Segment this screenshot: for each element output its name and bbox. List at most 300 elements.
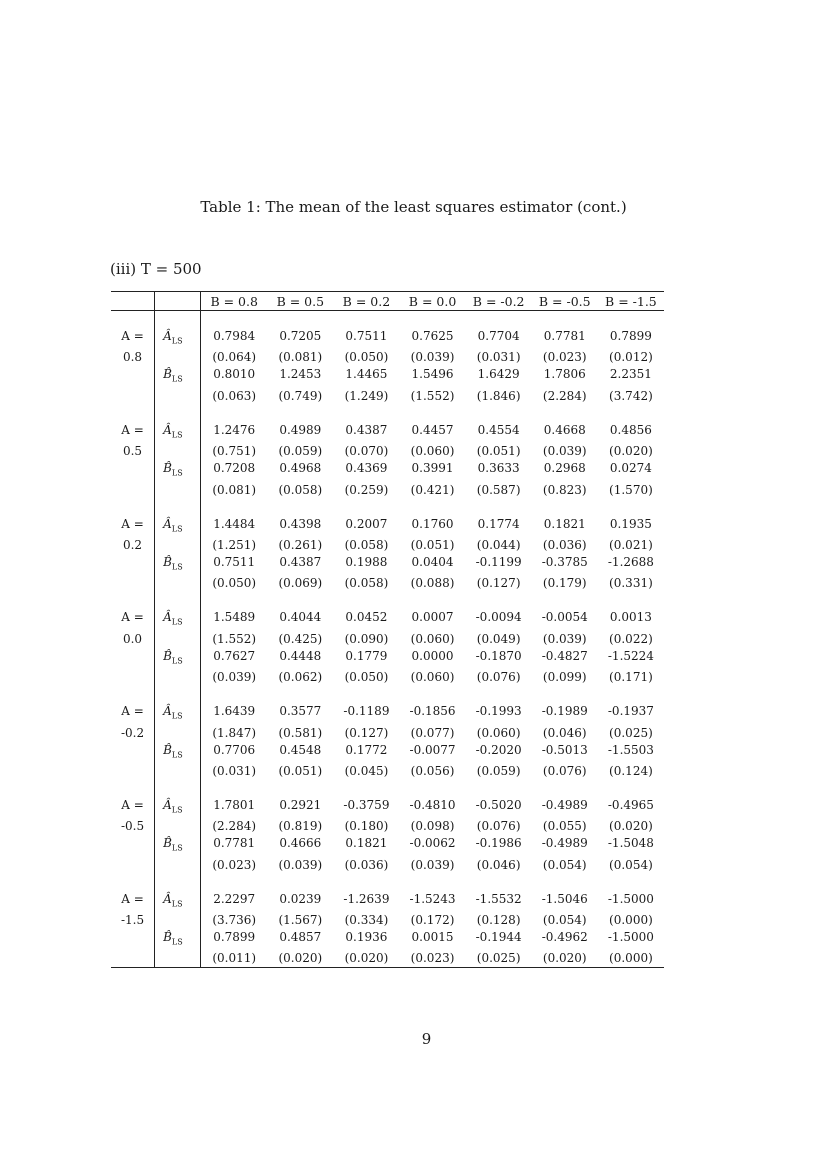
a-label-cell (111, 537, 155, 554)
spacer-cell (111, 780, 155, 797)
spacer-cell (532, 405, 598, 422)
value-cell: (0.059) (476, 763, 521, 778)
spacer-cell (598, 686, 664, 703)
value-cell: 0.4856 (609, 422, 652, 437)
value-cell: 1.2476 (213, 422, 256, 437)
value-cell: 0.7781 (213, 836, 256, 851)
value-cell: -0.1199 (475, 554, 522, 569)
spacer-cell (201, 499, 268, 516)
estimator-symbol: Â (163, 891, 172, 906)
spacer-cell (333, 499, 399, 516)
value-cell: -0.0077 (409, 742, 456, 757)
value-cell: 0.4668 (543, 422, 586, 437)
value-cell: (0.088) (410, 576, 455, 591)
spacer-cell (201, 686, 268, 703)
table-row (111, 516, 664, 537)
value-cell: (0.172) (410, 913, 455, 928)
spacer-cell (399, 592, 465, 609)
value-cell: (0.259) (344, 482, 389, 497)
value-cell: (0.180) (344, 819, 389, 834)
table-row (111, 422, 664, 443)
value-cell: (0.081) (278, 350, 323, 365)
value-cell: (0.039) (410, 857, 455, 872)
estimator-cell (155, 950, 201, 968)
value-cell: (1.570) (609, 482, 653, 497)
estimator-cell (155, 725, 201, 742)
spacer-cell (532, 780, 598, 797)
estimator-label (155, 742, 200, 763)
spacer-cell (111, 686, 155, 703)
a-label-cell (111, 797, 155, 818)
a-value: 0.0 (122, 631, 143, 646)
value-cell: -1.2639 (343, 891, 390, 906)
spacer-cell (155, 780, 201, 797)
spacer-cell (466, 686, 532, 703)
a-group (111, 311, 664, 405)
estimator-symbol: Â (163, 329, 172, 343)
value-cell: (0.020) (609, 819, 653, 834)
value-cell: 0.1772 (345, 742, 388, 757)
a-group (111, 874, 664, 968)
value-cell: (0.023) (542, 350, 587, 365)
table-row (111, 537, 664, 554)
a-label-cell (111, 460, 155, 481)
a-group (111, 499, 664, 593)
spacer-cell (399, 874, 465, 891)
value-cell: (0.331) (609, 576, 653, 591)
estimator-label (155, 328, 200, 349)
value-cell: -1.5224 (607, 648, 654, 663)
value-cell: (0.031) (212, 763, 257, 778)
estimator-symbol: Â (163, 797, 172, 812)
value-cell: 0.4989 (279, 422, 322, 437)
value-cell: 0.7706 (213, 742, 256, 757)
spacer-cell (333, 405, 399, 422)
value-cell: (0.039) (212, 670, 257, 685)
a-label-cell (111, 554, 155, 575)
spacer-cell (111, 311, 155, 329)
estimator-cell (155, 554, 201, 575)
spacer-cell (155, 499, 201, 516)
value-cell: -0.3785 (541, 554, 588, 569)
value-cell: (0.025) (466, 950, 532, 968)
value-cell: (0.587) (476, 482, 521, 497)
table-row (111, 631, 664, 648)
table-row (111, 349, 664, 366)
value-cell: 0.3991 (411, 461, 454, 476)
spacer-cell (267, 780, 333, 797)
value-cell: (0.171) (609, 670, 653, 685)
spacer-cell (267, 499, 333, 516)
spacer-cell (267, 686, 333, 703)
value-cell: 0.7205 (279, 329, 322, 343)
a-label-cell (111, 422, 155, 443)
value-cell: (0.036) (344, 857, 389, 872)
estimator-cell (155, 891, 201, 912)
table-row (111, 648, 664, 669)
value-cell: (0.050) (344, 350, 389, 365)
spacer-cell (399, 311, 465, 329)
value-cell: (0.751) (212, 444, 257, 459)
value-cell: 0.8010 (213, 367, 256, 382)
value-cell: 0.4044 (279, 610, 322, 625)
spacer-cell (267, 874, 333, 891)
value-cell: (1.567) (278, 913, 323, 928)
column-header: B = 0.5 (267, 292, 333, 311)
estimator-subscript: LS (171, 805, 183, 815)
value-cell: (0.060) (410, 631, 455, 646)
estimator-cell (155, 929, 201, 950)
a-label-cell (111, 388, 155, 405)
value-cell: 0.0000 (411, 648, 454, 663)
spacer-cell (598, 499, 664, 516)
spacer-row (111, 311, 664, 329)
estimator-label (155, 516, 200, 537)
value-cell: (1.249) (344, 388, 389, 403)
value-cell: 0.1774 (477, 516, 520, 531)
estimator-label (155, 929, 200, 950)
value-cell: (0.425) (278, 631, 323, 646)
value-cell: (0.046) (542, 725, 587, 740)
value-cell: (0.022) (609, 631, 653, 646)
a-label-cell (111, 631, 155, 648)
value-cell: 0.0013 (609, 610, 652, 625)
value-cell: -0.4989 (541, 836, 588, 851)
a-label-cell (111, 648, 155, 669)
value-cell: 0.7704 (477, 329, 520, 343)
value-cell: (0.081) (212, 482, 257, 497)
spacer-cell (267, 405, 333, 422)
value-cell: 1.6429 (477, 367, 520, 382)
estimator-subscript: LS (171, 899, 183, 909)
estimator-label (155, 835, 200, 856)
a-label-cell (111, 763, 155, 780)
value-cell: 0.0404 (411, 554, 454, 569)
value-cell: 0.7984 (213, 329, 256, 343)
value-cell: (0.054) (542, 913, 587, 928)
estimator-cell (155, 443, 201, 460)
spacer-cell (466, 874, 532, 891)
a-label-cell (111, 912, 155, 929)
value-cell: 0.4554 (477, 422, 520, 437)
estimator-cell (155, 460, 201, 481)
estimator-subscript: LS (171, 430, 183, 440)
estimator-subscript: LS (171, 711, 183, 721)
value-cell: (0.054) (609, 857, 653, 872)
value-cell: (0.090) (344, 631, 389, 646)
value-cell: 1.7801 (213, 797, 256, 812)
value-cell: -0.1944 (475, 930, 522, 945)
value-cell: 0.7511 (213, 554, 256, 569)
column-header: B = -0.2 (466, 292, 532, 311)
value-cell: 1.4465 (345, 367, 388, 382)
a-label: A = (121, 891, 144, 906)
value-cell: 1.7806 (543, 367, 586, 382)
value-cell: (1.552) (212, 631, 257, 646)
value-cell: (0.011) (201, 950, 268, 968)
estimator-cell (155, 797, 201, 818)
value-cell: (0.054) (542, 857, 587, 872)
table-row (111, 912, 664, 929)
spacer-row (111, 686, 664, 703)
table-row (111, 575, 664, 592)
spacer-cell (399, 405, 465, 422)
value-cell: 0.7208 (213, 461, 256, 476)
value-cell: -0.3759 (343, 797, 390, 812)
table-row (111, 554, 664, 575)
spacer-cell (155, 874, 201, 891)
value-cell: 0.4387 (345, 422, 388, 437)
value-cell: -1.5532 (475, 891, 522, 906)
a-label: A = (121, 797, 144, 812)
value-cell: 0.1988 (345, 554, 388, 569)
value-cell: (0.000) (598, 950, 664, 968)
value-cell: 1.5496 (411, 367, 454, 382)
value-cell: -0.1856 (409, 704, 456, 719)
value-cell: -0.1986 (475, 836, 522, 851)
value-cell: (0.581) (278, 725, 323, 740)
a-group (111, 592, 664, 686)
a-value: 0.5 (122, 444, 143, 459)
value-cell: (0.020) (333, 950, 399, 968)
value-cell: -0.0062 (409, 836, 456, 851)
spacer-cell (532, 874, 598, 891)
value-cell: (1.251) (212, 537, 257, 552)
a-label: A = (121, 329, 144, 343)
estimator-label (155, 554, 200, 575)
estimator-cell (155, 763, 201, 780)
value-cell: 2.2351 (609, 367, 652, 382)
value-cell: 2.2297 (213, 891, 256, 906)
table-row (111, 669, 664, 686)
value-cell: 0.2921 (279, 797, 322, 812)
spacer-cell (155, 686, 201, 703)
value-cell: (0.025) (609, 725, 653, 740)
value-cell: 0.4369 (345, 461, 388, 476)
value-cell: 0.7625 (411, 329, 454, 343)
spacer-cell (333, 592, 399, 609)
value-cell: (0.012) (609, 350, 653, 365)
a-label-cell (111, 742, 155, 763)
value-cell: (1.847) (212, 725, 257, 740)
results-table (111, 291, 664, 968)
estimator-cell (155, 631, 201, 648)
value-cell: 0.1935 (609, 516, 652, 531)
value-cell: -0.5020 (475, 797, 522, 812)
spacer-cell (201, 780, 268, 797)
value-cell: (0.039) (410, 350, 455, 365)
value-cell: (0.127) (476, 576, 521, 591)
estimator-cell (155, 742, 201, 763)
value-cell: 0.3577 (279, 704, 322, 719)
value-cell: (0.099) (542, 670, 587, 685)
spacer-cell (201, 405, 268, 422)
estimator-cell (155, 575, 201, 592)
value-cell: (1.552) (410, 388, 455, 403)
value-cell: (0.059) (278, 444, 323, 459)
value-cell: (0.060) (410, 670, 455, 685)
a-value: -0.2 (120, 725, 145, 740)
value-cell: (0.058) (278, 482, 323, 497)
value-cell: 0.7511 (345, 329, 388, 343)
value-cell: (0.064) (212, 350, 257, 365)
table-row (111, 835, 664, 856)
estimator-subscript: LS (171, 937, 183, 947)
a-label-cell (111, 891, 155, 912)
value-cell: (0.045) (344, 763, 389, 778)
value-cell: (1.846) (476, 388, 521, 403)
estimator-cell (155, 388, 201, 405)
spacer-cell (532, 592, 598, 609)
value-cell: (0.020) (609, 444, 653, 459)
value-cell: -1.5243 (409, 891, 456, 906)
column-header: B = -1.5 (598, 292, 664, 311)
spacer-cell (466, 499, 532, 516)
value-cell: (2.284) (542, 388, 587, 403)
estimator-cell (155, 703, 201, 724)
a-label-cell (111, 349, 155, 366)
estimator-cell (155, 366, 201, 387)
value-cell: (0.098) (410, 819, 455, 834)
value-cell: 0.2968 (543, 461, 586, 476)
table-row (111, 609, 664, 630)
value-cell: (0.062) (278, 670, 323, 685)
value-cell: -0.4989 (541, 797, 588, 812)
value-cell: -0.5013 (541, 742, 588, 757)
value-cell: 0.7627 (213, 648, 256, 663)
estimator-cell (155, 669, 201, 686)
value-cell: -0.1870 (475, 648, 522, 663)
value-cell: (0.076) (542, 763, 587, 778)
estimator-cell (155, 422, 201, 443)
estimator-symbol: B̂ (163, 930, 172, 945)
spacer-cell (155, 405, 201, 422)
value-cell: -1.5503 (607, 742, 654, 757)
spacer-cell (267, 592, 333, 609)
value-cell: (0.046) (476, 857, 521, 872)
column-header: B = 0.2 (333, 292, 399, 311)
estimator-label (155, 703, 200, 724)
a-label-cell (111, 443, 155, 460)
column-header: B = 0.0 (399, 292, 465, 311)
value-cell: (0.823) (542, 482, 587, 497)
value-cell: 0.4457 (411, 422, 454, 437)
value-cell: (0.023) (212, 857, 257, 872)
value-cell: -1.5000 (607, 891, 654, 906)
value-cell: (0.127) (344, 725, 389, 740)
estimator-subscript: LS (171, 523, 183, 533)
value-cell: 0.7781 (543, 329, 586, 343)
estimator-symbol: Â (163, 516, 172, 531)
estimator-label (155, 648, 200, 669)
value-cell: (0.055) (542, 819, 587, 834)
value-cell: -0.1937 (607, 704, 654, 719)
spacer-cell (333, 686, 399, 703)
spacer-cell (399, 686, 465, 703)
value-cell: -1.5000 (607, 930, 654, 945)
table-row (111, 742, 664, 763)
value-cell: (2.284) (212, 819, 257, 834)
value-cell: (0.051) (410, 537, 455, 552)
value-cell: (0.069) (278, 576, 323, 591)
table-row (111, 328, 664, 349)
a-label-cell (111, 609, 155, 630)
estimator-symbol: B̂ (163, 554, 172, 569)
value-cell: -0.1189 (343, 704, 390, 719)
table-row (111, 388, 664, 405)
value-cell: (0.000) (609, 913, 653, 928)
a-label-cell (111, 366, 155, 387)
table-row (111, 443, 664, 460)
a-label-cell (111, 950, 155, 968)
table-row (111, 763, 664, 780)
header-row (111, 292, 664, 311)
spacer-cell (399, 499, 465, 516)
table-row (111, 366, 664, 387)
estimator-subscript: LS (171, 749, 183, 759)
value-cell: (0.058) (344, 537, 389, 552)
value-cell: (3.736) (212, 913, 257, 928)
estimator-label (155, 797, 200, 818)
spacer-row (111, 405, 664, 422)
value-cell: 1.5489 (213, 610, 256, 625)
a-value: 0.2 (122, 537, 143, 552)
spacer-cell (201, 592, 268, 609)
table-subtitle: (iii) T = 500 (110, 260, 202, 278)
page-number: 9 (421, 1030, 432, 1048)
table-row (111, 725, 664, 742)
spacer-cell (532, 499, 598, 516)
value-cell: (0.060) (410, 444, 455, 459)
a-label-cell (111, 818, 155, 835)
spacer-cell (532, 311, 598, 329)
value-cell: -0.4810 (409, 797, 456, 812)
spacer-cell (333, 874, 399, 891)
value-cell: (0.819) (278, 819, 323, 834)
value-cell: (0.749) (278, 388, 323, 403)
spacer-row (111, 780, 664, 797)
table-row (111, 891, 664, 912)
spacer-cell (532, 686, 598, 703)
spacer-cell (111, 874, 155, 891)
value-cell: 1.2453 (279, 367, 322, 382)
spacer-cell (155, 311, 201, 329)
value-cell: (0.021) (609, 537, 653, 552)
value-cell: -1.2688 (607, 554, 654, 569)
spacer-cell (201, 874, 268, 891)
value-cell: -0.0094 (475, 610, 522, 625)
spacer-cell (466, 405, 532, 422)
estimator-cell (155, 349, 201, 366)
spacer-cell (201, 311, 268, 329)
a-value: -0.5 (120, 819, 145, 834)
table-row (111, 460, 664, 481)
estimator-cell (155, 835, 201, 856)
value-cell: (0.124) (609, 763, 653, 778)
value-cell: 1.4484 (213, 516, 256, 531)
value-cell: 0.4968 (279, 461, 322, 476)
a-label-cell (111, 725, 155, 742)
estimator-subscript: LS (171, 374, 183, 384)
spacer-cell (598, 874, 664, 891)
a-label-cell (111, 482, 155, 499)
header-blank-est (155, 292, 201, 311)
estimator-label (155, 891, 200, 912)
value-cell: (0.023) (399, 950, 465, 968)
a-label-cell (111, 328, 155, 349)
header-blank-a (111, 292, 155, 311)
value-cell: 0.2007 (345, 516, 388, 531)
